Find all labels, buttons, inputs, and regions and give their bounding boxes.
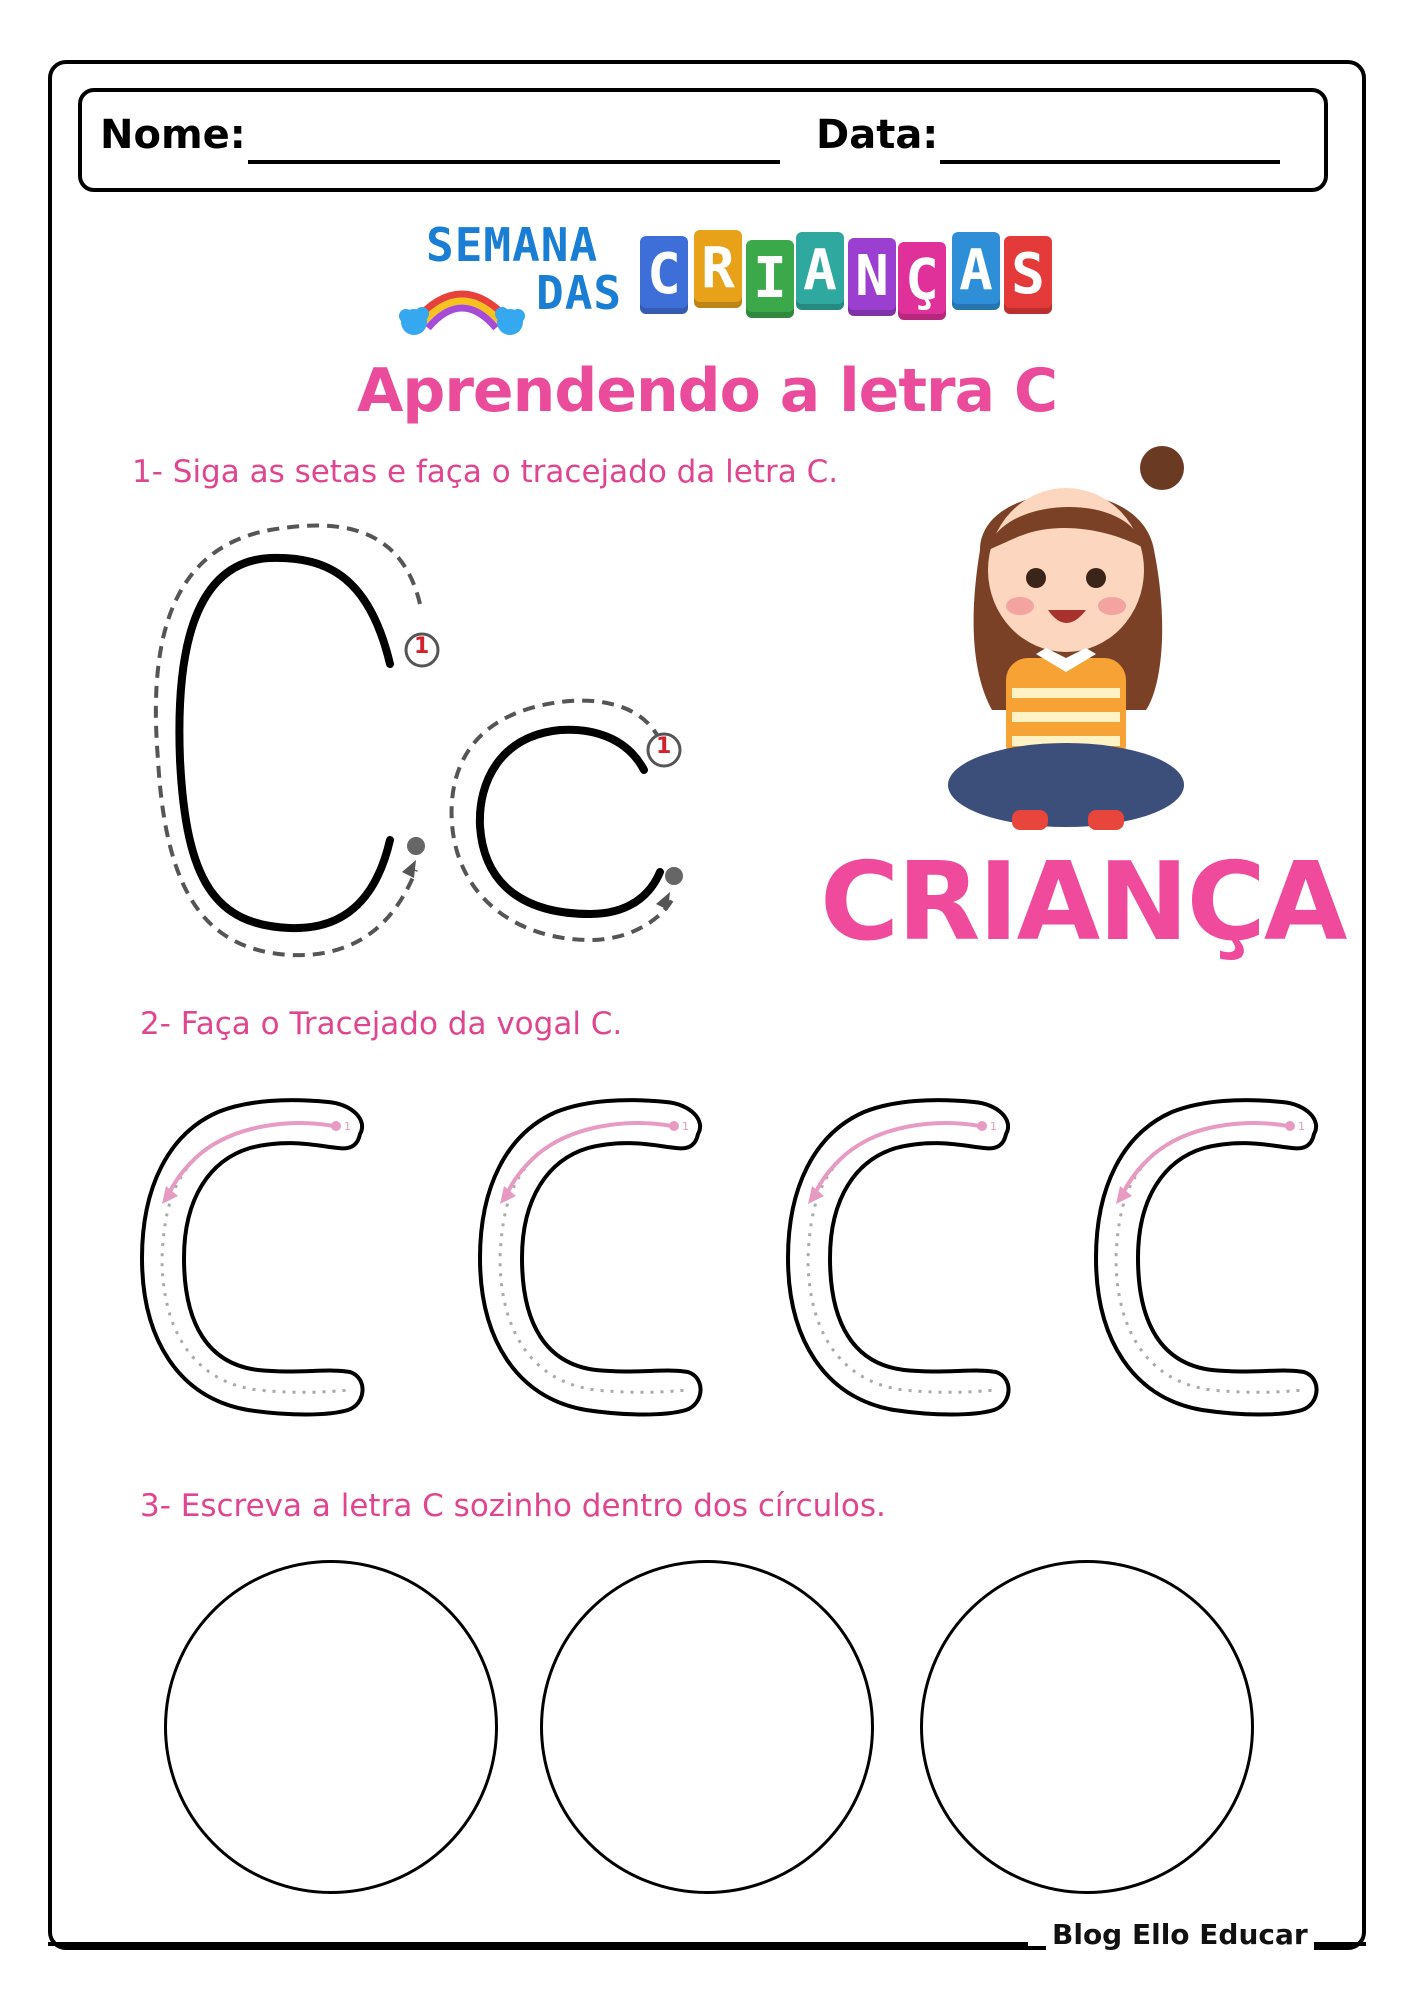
- trace-start-number: 1: [1298, 1120, 1305, 1133]
- hollow-c-trace[interactable]: [138, 1098, 378, 1418]
- logo-tile-2: R: [694, 230, 742, 308]
- name-label: Nome:: [100, 112, 246, 158]
- writing-circle[interactable]: [920, 1560, 1254, 1894]
- date-label: Data:: [816, 112, 939, 158]
- instruction-step-1: 1- Siga as setas e faça o tracejado da letra C.: [132, 454, 839, 490]
- instruction-step-3: 3- Escreva a letra C sozinho dentro dos círculos.: [140, 1488, 886, 1524]
- hollow-c-trace[interactable]: [784, 1098, 1024, 1418]
- page-title: Aprendendo a letra C: [356, 356, 1058, 426]
- logo-tile-4: A: [796, 232, 844, 310]
- start-marker-lowercase: 1: [656, 734, 672, 759]
- trace-start-number: 1: [990, 1120, 997, 1133]
- logo-tile-6: Ç: [898, 242, 946, 320]
- girl-illustration: [940, 440, 1200, 860]
- logo-tile-3: I: [746, 240, 794, 318]
- writing-circle[interactable]: [540, 1560, 874, 1894]
- writing-circle[interactable]: [164, 1560, 498, 1894]
- logo-tile-1: C: [640, 236, 688, 314]
- instruction-step-2: 2- Faça o Tracejado da vogal C.: [140, 1006, 623, 1042]
- hollow-c-trace[interactable]: [1092, 1098, 1332, 1418]
- footer-credit: Blog Ello Educar: [1046, 1918, 1314, 1951]
- hollow-c-trace[interactable]: [476, 1098, 716, 1418]
- logo-tile-7: A: [952, 232, 1000, 310]
- trace-start-number: 1: [682, 1120, 689, 1133]
- footer-divider: [48, 1942, 1028, 1946]
- trace-start-number: 1: [344, 1120, 351, 1133]
- word-crianca: CRIANÇA: [820, 840, 1346, 965]
- logo-line-2: DAS: [536, 266, 623, 320]
- logo-line-1: SEMANA: [426, 218, 599, 272]
- logo-tile-8: S: [1004, 236, 1052, 314]
- start-marker-uppercase: 1: [414, 634, 430, 659]
- logo-tile-5: N: [848, 238, 896, 316]
